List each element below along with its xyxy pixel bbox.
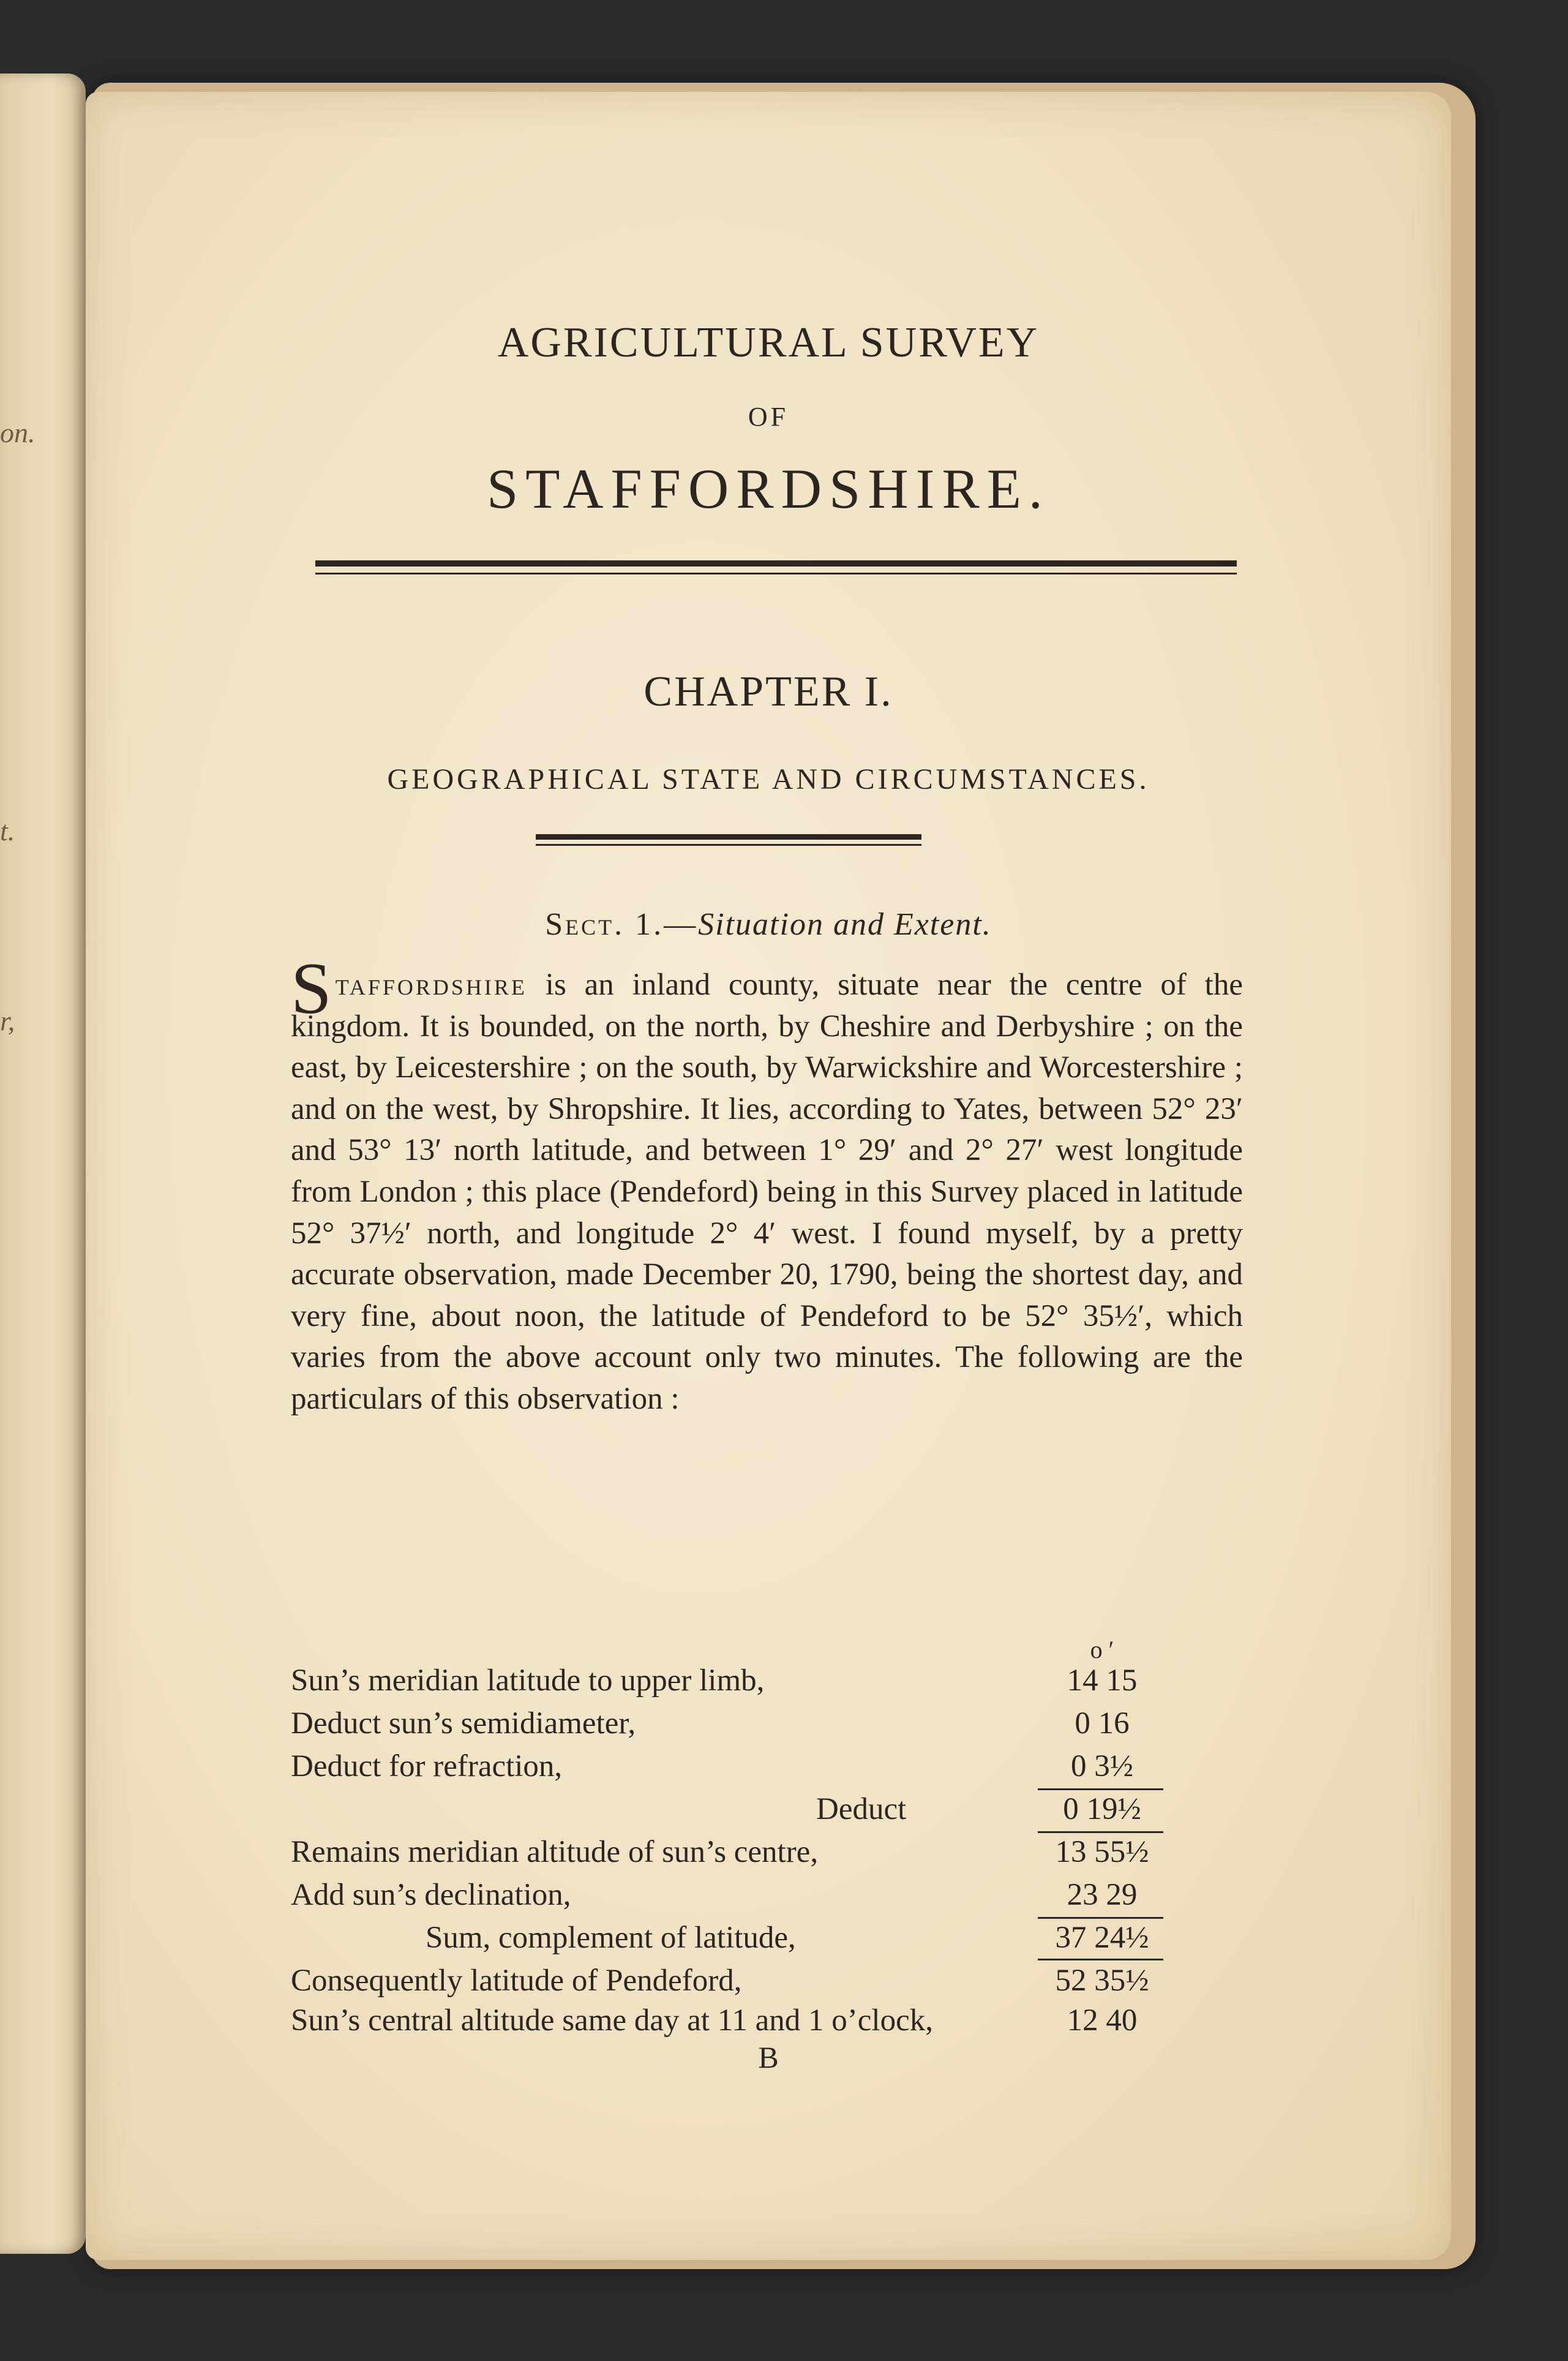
signature-mark: B [758,2040,779,2074]
observation-label: Deduct [816,1792,907,1826]
observation-value: 0 19½ [1063,1792,1141,1826]
chapter-title: CHAPTER I. [643,668,893,715]
sum-rule [1038,1831,1163,1833]
observation-label: Deduct for refraction, [291,1749,563,1783]
observation-label: Consequently latitude of Pendeford, [291,1964,742,1998]
observation-value: 12 40 [1067,2003,1138,2038]
double-rule-thin [315,573,1237,574]
book-page [86,92,1451,2260]
lead-word: taffordshire [335,968,527,1002]
observation-value: 0 16 [1075,1706,1130,1741]
short-rule-thick [536,834,921,840]
observation-label: Deduct sun’s semidiameter, [291,1706,636,1741]
observation-value: 0 3½ [1071,1749,1133,1783]
double-rule-thick [315,560,1237,567]
observation-label: Remains meridian altitude of sun’s centre, [291,1835,819,1869]
sum-rule [1038,1788,1163,1790]
survey-title-of: OF [748,402,789,432]
left-page-fragment: on. [0,417,36,448]
observation-value: 37 24½ [1055,1921,1149,1955]
observation-label: Sum, complement of latitude, [426,1921,796,1955]
short-rule-thin [536,844,921,846]
section-title: Situation and Extent. [698,907,992,942]
observation-value: 23 29 [1067,1878,1138,1912]
chapter-subtitle: GEOGRAPHICAL STATE AND CIRCUMSTANCES. [387,763,1150,796]
observation-value: 13 55½ [1055,1835,1149,1869]
degree-minute-header: o ′ [1090,1636,1114,1663]
observation-value: 52 35½ [1055,1964,1149,1998]
opening-paragraph [291,947,1243,1420]
sum-rule [1038,1917,1163,1919]
left-page-edge [0,73,86,2254]
observation-label: Add sun’s declination, [291,1878,571,1912]
left-page-fragment: t. [0,815,15,846]
section-heading [86,906,1451,943]
left-page-fragment: r, [0,1005,15,1036]
county-title: STAFFORDSHIRE. [487,458,1050,520]
section-label: Sect. 1.— [545,907,699,942]
paragraph-text: is an inland county, situate near the centre of the kingdom. It is bounded, on the north, by Cheshire and Derbyshire ; on the east, by Leicestershire ; on the south, by Warwickshire and Worcestershire ; and on the west, by Shropshire. It lies, according to Yates, between 52° 23′ and 53° 13′ north latitude, and between 1° 29′ and 2° 27′ west longitude from London ; this place (Pendeford) being in this Survey placed in latitude 52° 37½′ north, and longitude 2° 4′ west. I found myself, by a pretty accurate observation, made December 20, 1790, being the shortest day, and very fine, about noon, the latitude of Pendeford to be 52° 35½′, which varies from the above account only two minutes. The following are the particulars of this observation : [291,968,1243,1416]
sum-rule [1038,1959,1163,1960]
observation-label: Sun’s meridian latitude to upper limb, [291,1663,765,1698]
drop-cap: S [291,947,332,1029]
observation-value: 14 15 [1067,1663,1138,1698]
survey-title: AGRICULTURAL SURVEY [497,319,1040,366]
observation-label: Sun’s central altitude same day at 11 and 1 o’clock, [291,2003,933,2038]
